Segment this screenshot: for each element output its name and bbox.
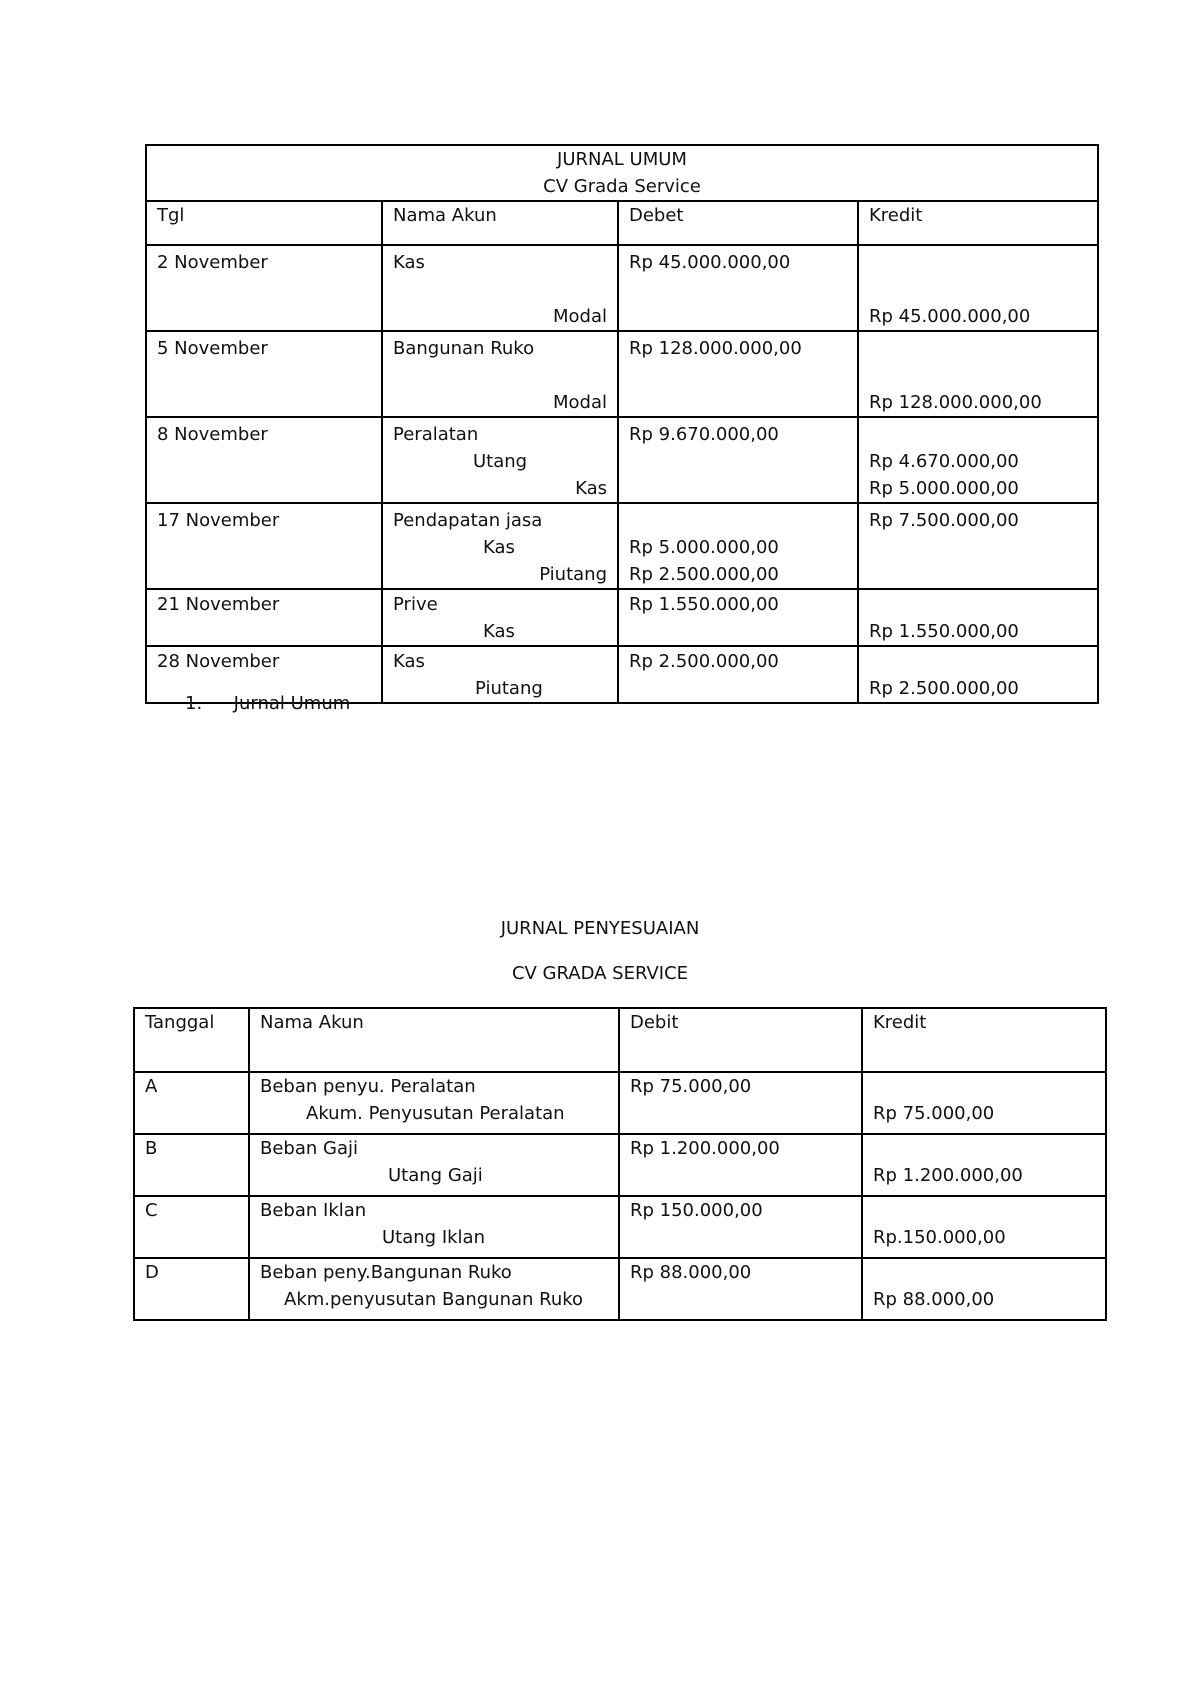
jp-code: B [134,1134,249,1196]
jp-credit: Rp 88.000,00 [873,1289,995,1310]
jp-code: D [134,1258,249,1320]
jp-debit: Rp 150.000,00 [630,1200,763,1221]
ju-credit: Rp 4.670.000,00 [869,451,1019,472]
table-row [146,331,1098,417]
jp-code: C [134,1196,249,1258]
jp-account: Beban peny.Bangunan Ruko [260,1262,512,1283]
caption-number: 1. [185,693,203,714]
jp-account: Beban Gaji [260,1138,358,1159]
ju-account: Modal [553,392,607,413]
jp-company: CV GRADA SERVICE [511,963,689,984]
jp-code: A [134,1072,249,1134]
jp-account: Akm.penyusutan Bangunan Ruko [284,1289,584,1310]
ju-header-credit: Kredit [858,201,1098,245]
ju-debit: Rp 2.500.000,00 [629,564,779,585]
jp-header-debit: Debit [619,1008,862,1072]
ju-company: CV Grada Service [543,176,701,197]
jp-header-account: Nama Akun [249,1008,619,1072]
ju-header-debit: Debet [618,201,858,245]
ju-date: 28 November [146,646,382,703]
ju-header-row [146,201,1098,245]
jp-account: Beban penyu. Peralatan [260,1076,476,1097]
ju-header-date: Tgl [146,201,382,245]
ju-date: 8 November [146,417,382,503]
jp-debit: Rp 1.200.000,00 [630,1138,780,1159]
jp-account: Akum. Penyusutan Peralatan [306,1103,565,1124]
table-row [146,245,1098,331]
ju-account: Pendapatan jasa [393,510,543,531]
ju-header-account: Nama Akun [382,201,618,245]
ju-title-row [146,145,1098,201]
ju-credit: Rp 45.000.000,00 [869,306,1031,327]
ju-account: Kas [575,478,607,499]
ju-debit: Rp 45.000.000,00 [629,252,791,273]
ju-debit: Rp 9.670.000,00 [629,424,779,445]
ju-account: Peralatan [393,424,479,445]
ju-date: 17 November [146,503,382,589]
ju-credit: Rp 2.500.000,00 [869,678,1019,699]
jp-debit: Rp 88.000,00 [630,1262,752,1283]
ju-date: 21 November [146,589,382,646]
ju-account: Modal [553,306,607,327]
ju-account: Kas [483,621,515,642]
table-row [134,1134,1106,1196]
ju-caption [185,690,350,717]
ju-account: Prive [393,594,438,615]
table-row [134,1258,1106,1320]
table-row [134,1072,1106,1134]
jp-header-credit: Kredit [862,1008,1106,1072]
jurnal-umum-table [145,144,1099,704]
jp-header-date: Tanggal [134,1008,249,1072]
ju-credit: Rp 7.500.000,00 [869,510,1019,531]
jurnal-penyesuaian-table [133,1007,1107,1321]
ju-account: Piutang [475,678,543,699]
ju-account: Kas [483,537,515,558]
ju-account: Piutang [539,564,607,585]
ju-credit: Rp 128.000.000,00 [869,392,1042,413]
ju-credit: Rp 5.000.000,00 [869,478,1019,499]
ju-account: Kas [393,252,425,273]
jp-account: Beban Iklan [260,1200,367,1221]
ju-account: Kas [393,651,425,672]
ju-date: 2 November [146,245,382,331]
ju-account: Bangunan Ruko [393,338,535,359]
ju-title: JURNAL UMUM [557,149,687,170]
table-row [146,503,1098,589]
table-row [146,589,1098,646]
ju-debit: Rp 1.550.000,00 [629,594,779,615]
ju-credit: Rp 1.550.000,00 [869,621,1019,642]
ju-debit: Rp 5.000.000,00 [629,537,779,558]
jp-credit: Rp 1.200.000,00 [873,1165,1023,1186]
table-row [134,1196,1106,1258]
jp-account: Utang Gaji [388,1165,483,1186]
table-row [146,417,1098,503]
jp-credit: Rp 75.000,00 [873,1103,995,1124]
ju-title-cell [146,145,1098,201]
ju-date: 5 November [146,331,382,417]
jp-debit: Rp 75.000,00 [630,1076,752,1097]
jp-credit: Rp.150.000,00 [873,1227,1006,1248]
ju-account: Utang [473,451,528,472]
jp-account: Utang Iklan [382,1227,485,1248]
ju-debit: Rp 128.000.000,00 [629,338,802,359]
jp-header-row [134,1008,1106,1072]
ju-debit: Rp 2.500.000,00 [629,651,779,672]
jp-title: JURNAL PENYESUAIAN [500,918,700,939]
caption-text: Jurnal Umum [233,693,351,714]
